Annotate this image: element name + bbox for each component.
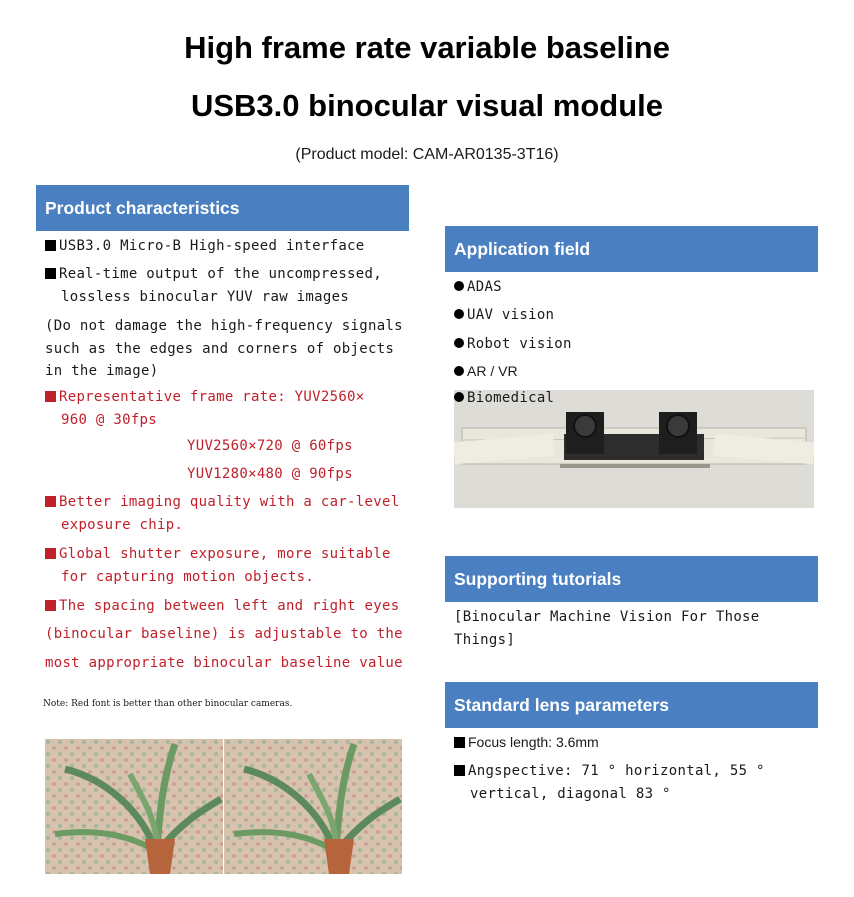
product-model: (Product model: CAM-AR0135-3T16): [295, 146, 559, 163]
char-text: (Do not damage the high-frequency signals: [45, 318, 403, 334]
binocular-module-illustration: [454, 390, 814, 508]
app-item-label: AR / VR: [467, 363, 518, 379]
lens-angle-cont: vertical, diagonal 83 °: [470, 786, 671, 802]
bullet-dot-icon: [454, 281, 464, 291]
bullet-dot-icon: [454, 392, 464, 402]
char-text-cont: lossless binocular YUV raw images: [61, 289, 350, 305]
lens-heading: Standard lens parameters: [445, 682, 818, 728]
page-title-line-2: USB3.0 binocular visual module: [190, 88, 663, 123]
char-text: most appropriate binocular baseline value: [45, 655, 403, 671]
app-item: [454, 279, 502, 295]
app-item: [454, 363, 518, 379]
app-item-label: UAV vision: [467, 307, 555, 323]
char-item-baseline: [45, 598, 399, 614]
char-text: The spacing between left and right eyes: [59, 598, 400, 614]
char-item-imaging: [45, 494, 399, 510]
char-item-shutter: [45, 546, 391, 562]
char-item-realtime: [45, 266, 382, 282]
char-text-cont: YUV2560×720 @ 60fps: [187, 438, 353, 454]
app-item: [454, 390, 554, 406]
bullet-square-icon: [45, 600, 56, 611]
char-text: Global shutter exposure, more suitable: [59, 546, 391, 562]
bullet-dot-icon: [454, 338, 464, 348]
footnote: Note: Red font is better than other binocular cameras.: [43, 699, 293, 709]
app-item-label: Robot vision: [467, 336, 572, 352]
char-text: Representative frame rate: YUV2560×: [59, 389, 365, 405]
bullet-square-icon: [454, 737, 465, 748]
bullet-square-icon: [45, 548, 56, 559]
char-item-usb: [45, 238, 365, 254]
bullet-square-icon: [454, 765, 465, 776]
bullet-square-icon: [45, 240, 56, 251]
bullet-dot-icon: [454, 309, 464, 319]
application-heading: Application field: [445, 226, 818, 272]
app-item-label: Biomedical: [467, 390, 555, 406]
stereo-pair-illustration: [45, 739, 402, 874]
char-item-framerate: [45, 389, 365, 405]
char-text-cont: 960 @ 30fps: [61, 412, 158, 428]
bullet-dot-icon: [454, 366, 464, 376]
bullet-square-icon: [45, 496, 56, 507]
bullet-square-icon: [45, 268, 56, 279]
char-text: Real-time output of the uncompressed,: [59, 266, 382, 282]
char-text: USB3.0 Micro-B High-speed interface: [59, 238, 365, 254]
app-item: [454, 307, 554, 323]
app-item-label: ADAS: [467, 279, 502, 295]
lens-angle-text: Angspective: 71 ° horizontal, 55 °: [468, 763, 765, 779]
page-title-line-1: High frame rate variable baseline: [184, 30, 670, 65]
tutorial-link[interactable]: [Binocular Machine Vision For Those: [454, 609, 760, 625]
app-item: [454, 336, 572, 352]
tutorials-heading: Supporting tutorials: [445, 556, 818, 602]
lens-focus: [454, 734, 599, 750]
module-product-photo: [454, 390, 814, 508]
stereo-sample-photo: [45, 739, 402, 874]
char-text-cont: YUV1280×480 @ 90fps: [187, 466, 353, 482]
tutorial-link-cont[interactable]: Things]: [454, 632, 516, 648]
char-text: (binocular baseline) is adjustable to the: [45, 626, 403, 642]
lens-focus-text: Focus length: 3.6mm: [468, 734, 599, 750]
characteristics-heading: Product characteristics: [36, 185, 409, 231]
char-text: in the image): [45, 363, 159, 379]
bullet-square-icon: [45, 391, 56, 402]
char-text-cont: for capturing motion objects.: [61, 569, 315, 585]
char-text-cont: exposure chip.: [61, 517, 184, 533]
lens-angle: [454, 763, 765, 779]
char-text: Better imaging quality with a car-level: [59, 494, 400, 510]
char-text: such as the edges and corners of objects: [45, 341, 395, 357]
